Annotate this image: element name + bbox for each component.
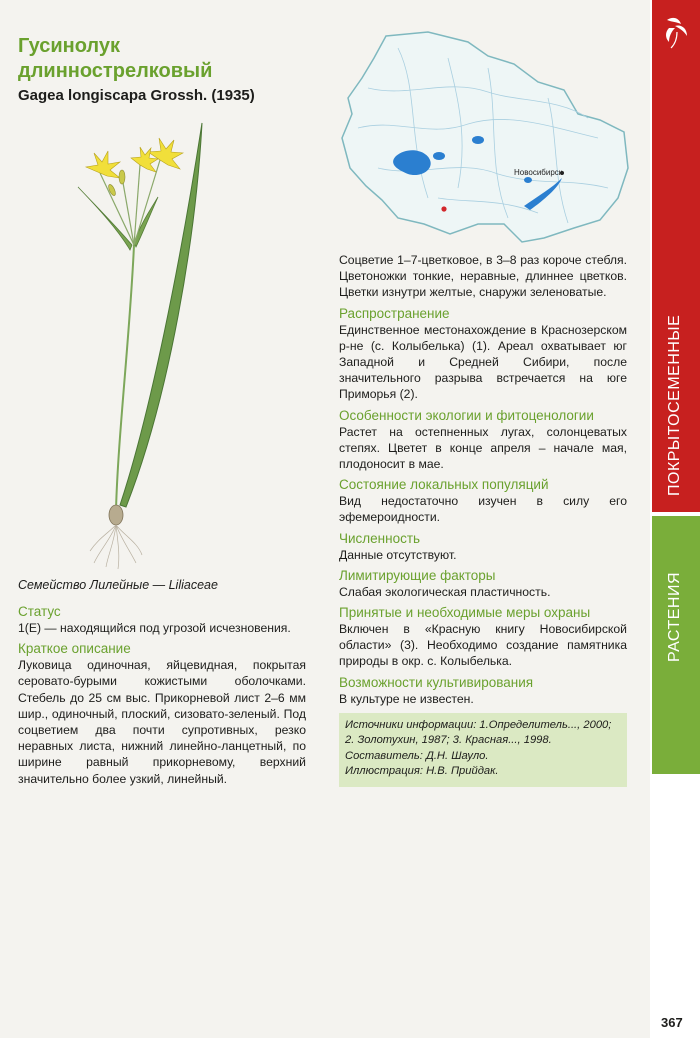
page-number: 367 [661,1015,683,1030]
cultivation-section [339,674,627,707]
distribution-heading: Распространение [339,305,450,321]
limiting-text: Слабая экологическая пластичность. [339,584,551,599]
species-title [18,34,318,84]
inflorescence-text: Соцветие 1–7-цветковое, в 3–8 раз короче стебля. Цветоножки тонкие, неравные, длиннее цветков. Цветки изнутри желтые, снаружи зеленоватые. [339,253,627,300]
ecology-section [339,407,627,473]
populations-heading: Состояние локальных популяций [339,477,549,493]
populations-section [339,476,627,525]
description-text: Луковица одиночная, яйцевидная, покрытая серовато-бурыми кожистыми оболочками. Стебель до 25 см выс. Прикорневой лист 2–6 мм шир., одиночный, плоский, сизовато-зеленый. Под соцветием два почти супротивных, резко неравных листа, нижний линейно-ланцетный, по ширине равный прикорневому, верхний значительно более узкий, линейный. [18,658,306,786]
left-column [18,603,306,791]
limiting-section [339,567,627,600]
latin-name: Gagea longiscapa Grossh. (1935) [18,87,255,104]
status-heading: Статус [18,604,61,619]
cultivation-heading: Возможности культивирования [339,674,534,690]
red-book-flower-icon [655,10,697,52]
plant-illustration [60,115,260,575]
sources-line-4: Иллюстрация: Н.В. Прийдак. [345,765,499,778]
sources-line-2: 2. Золотухин, 1987; 3. Красная..., 1998. [345,734,552,747]
abundance-text: Данные отсутствуют. [339,547,457,562]
populations-text: Вид недостаточно изучен в силу его эфемероидности. [339,494,627,525]
title-line-2: длиннострелковый [18,60,213,82]
title-line-1: Гусинолук [18,35,120,57]
measures-text: Включен в «Красную книгу Новосибирской области» (3). Необходимо создание памятника природы в окр. с. Колыбелька. [339,622,627,669]
cultivation-text: В культуре не известен. [339,691,474,706]
description-section [18,640,306,787]
measures-section [339,604,627,670]
limiting-heading: Лимитирующие факторы [339,567,496,583]
status-text: 1(E) — находящийся под угрозой исчезновения. [18,621,291,635]
ecology-text: Растет на остепненных лугах, солонцеватых степях. Цветет в конце апреля – начале мая, плодоносит в мае. [339,424,627,472]
sources-line-1: Источники информации: 1.Определитель..., 2000; [345,718,612,731]
side-tab-upper-label: ПОКРЫТОСЕМЕННЫЕ [666,314,683,496]
description-heading: Краткое описание [18,641,131,657]
status-section [18,603,306,636]
measures-heading: Принятые и необходимые меры охраны [339,605,591,621]
abundance-heading: Численность [339,530,421,546]
family-caption: Семейство Лилейные — Liliaceae [18,578,218,592]
inflorescence-section [339,252,627,301]
sources-box [339,713,627,787]
distribution-section [339,305,627,403]
sources-line-3: Составитель: Д.Н. Шауло. [345,749,489,762]
distribution-map [338,28,630,246]
distribution-text: Единственное местонахождение в Краснозерском р-не (с. Колыбелька) (1). Ареал охватывает юг Западной и Средней Сибири, после значительного разрыва встречается на юге Приморья (2). [339,322,627,402]
abundance-section [339,530,627,563]
ecology-heading: Особенности экологии и фитоценологии [339,407,594,423]
right-column [339,252,627,787]
map-city-label: Новосибирск [514,168,563,177]
side-tab-lower-label: РАСТЕНИЯ [666,572,683,662]
